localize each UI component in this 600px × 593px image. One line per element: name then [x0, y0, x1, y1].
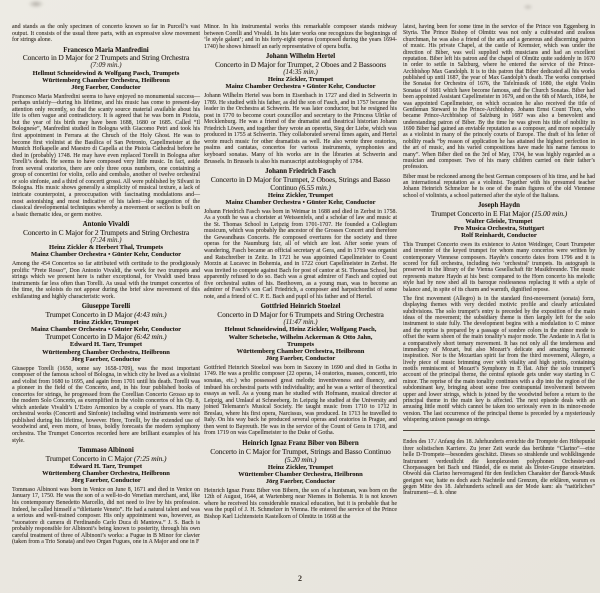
performers-block — [204, 326, 397, 362]
work-title: Concerto in D Major for Trumpet, 2 Oboes and 2 Bassoons — [214, 59, 387, 69]
bio-paragraph: Giuseppe Torelli (1650, some say 1658-1709), was the most important composer of the famous school of Bologna, in which city he lived as a violinist and violist from 1680 to 1695, and again from 1701 until his death. Torelli was a pioneer in the field of the Concerto, and, in his four published books of concertos for strings, he progressed from the Corellian Concerto Grosso up to the modern Solo Concerto, as exemplified in the violin concertos of his Op. 8, which antedate Vivaldi’s L’Estro Armonico by a couple of years. His many orchestral works (Concerti and Sinfonie) including wind instruments were not published during his lifetime, however. Here, Torelli, by the extended use of woodwind and, even more, of brass, boldly forecasts the modern symphony orchestra. The Trumpet Concertos recorded here are brilliant examples of his style. — [12, 365, 200, 444]
performer-line: Heinz Zickler, Trumpet — [267, 463, 334, 471]
performer-line: Heinz Zickler, Trumpet — [267, 76, 334, 84]
performer-line: Heinz Zickler, Trumpet — [73, 319, 139, 327]
performer-line: Walter Gleisle, Trumpet — [465, 217, 533, 225]
bio-paragraph: Heinrich Ignaz Franz Biber von Bibern, the son of a huntsman, was born on the 12th of August, 1644, at Wartenberg near Niemes in Bohemia. It is not known where he received his considerable musical education, but it is probable that he was the pupil of J. H. Schmelzer in Vienna. He entered the service of the Prince Bishop Karl Lichtenstein Kastelkorn of Olmütz in 1668 at the — [204, 487, 397, 520]
performer-line: Pro Musica Orchestra, Stuttgart — [453, 225, 545, 233]
german-notes-paragraph: Endes des 17./ Anfang des 18. Jahrhunderts erreichte die Trompete den Höhepunkt ihrer solistischen Karriere. Zu jener Zeit wurde das berühmte “Clarino”—eine helle D-Trompete—besonders geschätzt. Dieses so strahlende und wohlklingende Instrument verdeutlicht die komplexesten polyphonen Orchester-und Chorpassagen bei Bach und Händel, die es meist als Dreier-Gruppe einsetzten. Obwohl das Clarino hervorragend für den festlichen Charakter der Barock-Musik geeignet war, hatte es doch auch Nachteile und Grenzen, die erklären, warum es gegen Mitte des 18. Jahrhunderts schnell aus der Mode kam: als “natürliches” Instrument—d. h. ohne — [403, 439, 595, 497]
composer-name: Johann Wilhelm Hertel — [265, 53, 336, 61]
performers-block — [12, 341, 200, 363]
bio-paragraph: Johann Friedrich Fasch was born in Weimar in 1688 and died in Zerbst in 1758. As a youth he was a chorister at Weissenfels, and a scholar of law and music at the St. Thomas School in Leipzig from 1701-1707. He founded a Collegium musicum, which was probably the ancestor of the Grosses Concert and therefore the Gewandhaus Concerts. He composed overtures for the society and three operas for the Naumburg fair, all of which are lost. After some years of wandering, Fasch became an official secretary at Gera, and in 1719 was organist and Ratschreiber in Zeitz. In 1721 he was appointed Capellmeister to Count Morzin at Lucavec in Bohemia, and in 1722 court Capellmeister in Zerbst. He was invited to compete against Bach for post of cantor at St. Thomas School, but apparently refused to do so. Bach was a great admirer of Fasch and copied out five orchestral suites of his. Beethoven, as a young man, was to become an admirer of Fasch’s son Carl Friedrich, a composer and harpsichordist of some note, and a friend of C. P. E. Bach and pupil of his father and of Hertel. — [204, 208, 397, 300]
work-title-text: Concerto in C Major for Trumpet, Strings and Basso Continuo — [210, 446, 391, 456]
performers-block — [204, 464, 397, 486]
performer-line: Mainz Chamber Orchestra • Günter Kehr, Conductor — [225, 83, 376, 91]
work-title — [12, 333, 200, 341]
performer-line: Württember Chamber Orchestra, Heilbronn — [238, 470, 363, 478]
section-stoelzel — [204, 303, 397, 437]
work-duration: (7:24 min.) — [90, 236, 122, 244]
work-title: Concerto in D Major for 6 Trumpets and String Orchestra — [217, 310, 384, 320]
performer-line: Heinz Zickler & Herbert Thal, Trumpets — [49, 244, 163, 252]
work-duration: (6.55 min.) — [298, 182, 331, 192]
continuation-paragraph: and stands as the only specimen of concerto known so far in Purcell’s vast output. It consists of the usual three parts, with an expressive slow movement for strings alone. — [12, 24, 200, 44]
performer-line: Mainz Chamber Orchestra • Günter Kehr, Conductor — [30, 326, 182, 334]
bio-paragraph: This Trumpet Concerto owes its existence to Anton Weidinger, Court Trumpeter and inventor of the keyed trumpet for whom many concertos were written by contemporary Viennese composers. Haydn’s concerto dates from 1796 and it is scored for full orchestra, including two ‘orchestral’ trumpets. Its autograph is preserved in the library of the Vienna Gesellschaft für Musikfreunde. The music represents mature Haydn at his best: compared to the Horn concerto his melodic style had by now shed all its baroque restlessness replacing it with a style of balance and, in spite of its charm and warmth, dignified repose. — [403, 241, 595, 293]
performer-line: Mainz Chamber Orchestra • Günter Kehr, Conductor — [225, 199, 376, 207]
column-right — [403, 24, 595, 500]
work-title — [12, 311, 200, 319]
section-manfredini — [12, 47, 200, 219]
bio-paragraph: Johann Wilhelm Hertel was born in Eisenbach in 1727 and died in Schwerin in 1789. He studied with his father, as did the son of Fasch, and in 1757 became the leader in the Orchestra at Schwerin. He was later conductor, but he resigned his post in 1770 to become court councillor and secretary to the Princess Ulrike of Mecklenburg. He was a friend of the dramatist and theatrical historian Johann Friedrich Löwen, and together they wrote an operetta, Sieg der Liebe, which was produced in 1755 at Schwerin. They collaborated several times again, and Hertel wrote much music for other dramatists as well. He also wrote three oratorios, psalms and cantatas, concertos for various instruments, symphonies and keyboard sonatas. Many of his works are in the libraries at Schwerin and Brussels. In Brussels is also his manuscript autobiography of 1784. — [204, 93, 397, 165]
work-title — [204, 448, 397, 464]
biber-continuation-paragraph: latest, having been for some time in the service of the Prince von Eggenberg in Styria. The Prince Bishop of Olmütz was not only a cultivated and zealous churchman, he was also a friend of the arts and a generous and discerning patron of music. His private Chapel, at the castle of Kremsier, which was under the direction of Biber, was well supplied with musicians and had an excellent reputation. Biber left his patron and the chapel of Olmütz quite suddenly in 1670 in order to settle in Salzburg, where he entered the service of the Prince-Archbishop Max Gandolph. It is to this patron that Biber dedicated all his works published up until 1687, the year of Max Gandolph’s death. The works comprised the Sonatas for Orchestra of 1676, the Tafelmusik of 1680, the eight Violin Sonatas of 1681 which have become famous, and the Church Sonatas. Biber had been appointed Assistant Capellmeister in 1679, and on the 6th of March, 1684, he was appointed Capellmeister, on which occasion he also received the title of Gentleman Steward to the Prince-Archbishop. Johann Ernst Count Thun, who became Prince-Archbishop of Salzburg in 1687 was also a benevolent and understanding patron of Biber. By the time he was given his title of nobility in 1690 Biber had gained an enviable reputation as a composer, and more especially as a violinist in many of the princely courts of Europe. The draft of his letter of nobility reads “by reason of application he has attained the highest perfection in the art of music, and his varied compositions have made his name famous to many”. When Biber died on the 3rd of May, 1704, he was highly regarded as a musician and composer. Two of his many children carried on their father’s profession. — [403, 24, 595, 171]
work-duration: (11:47 min.) — [283, 319, 318, 327]
performer-line: Hellmut Schneidewind & Wolfgang Pasch, Trumpets — [32, 69, 180, 77]
work-title — [12, 455, 200, 463]
work-duration: (15.00 min.) — [531, 208, 568, 218]
composer-name: Johann Friedrich Fasch — [265, 168, 336, 176]
work-title-text: Trumpet Concerto in C Major — [45, 453, 133, 463]
work-duration: (6:42 min.) — [134, 332, 167, 342]
section-fasch — [204, 168, 397, 300]
performer-line: Jörg Faerber, Conductor — [71, 477, 141, 485]
bio-paragraph: Gottfried Heinrich Stoelzel was born in Saxony in 1690 and died in Gotha in 1749. He was a prolific composer (22 operas, 14 oratorios, masses, concerti, trio sonatas, etc.) who possessed great melodic inventiveness and fluency, and imbued his orchestral parts with individuality; and he was a writer of theoretical essays as well. As a young man he studied with Hofmann, musical director at Leipzig, and Umlauf at Schneeberg. In Leipzig he studied at the University and joined Telemann’s Musical Society. He taught music from 1710 to 1712 in Breslau, where his first opera, Narcissus, was produced. In 1713 he travelled to Italy. On his way back he produced several operas and oratorios in Prague, and then went to Bayreuth. He was in the service of the Count of Gera in 1718, and from 1719 on was Capellmeister to the Duke of Gotha. — [204, 364, 397, 437]
section-albinoni — [12, 447, 200, 546]
section-vivaldi — [12, 221, 200, 300]
divider-rule — [403, 430, 595, 431]
performer-line: Edward H. Tarr, Trumpet — [69, 462, 143, 470]
composer-name: Joseph Haydn — [477, 202, 521, 210]
performer-line: Jörg Faerber, Conductor — [265, 478, 336, 486]
work-title: Concerto in C Major for 2 Trumpets and String Orchestra — [22, 227, 190, 237]
performers-block — [12, 244, 200, 258]
performer-line: Jörg Faerber, Conductor — [265, 355, 336, 363]
performers-block — [12, 463, 200, 485]
work-duration: (4:43 min.) — [134, 310, 167, 320]
biber-summary-paragraph: Biber must be reckoned among the best German composers of his time, and he had an international reputation as a violinist. Together with his presumed teacher Johann Heinrich Schmelzer he is one of the main figures of the old Viennese school of violinists, a school patterned after the style of the Italians. — [403, 173, 595, 199]
work-duration: (7:25 min.) — [133, 453, 167, 463]
performer-line: Mainz Chamber Orchestra • Günter Kehr, Conductor — [30, 251, 182, 259]
composer-name: Heinrich Ignaz Franz Biber von Bibern — [242, 439, 359, 447]
performer-line: Edward H. Tarr, Trumpet — [69, 341, 143, 349]
performer-line: Jörg Faerber, Conductor — [71, 355, 141, 363]
work-title — [204, 176, 397, 192]
work-title-text: Trumpet Concerto in E Flat Major — [430, 208, 530, 218]
performers-block — [403, 218, 595, 240]
column-left — [12, 24, 200, 549]
performer-line: Württemberg Chamber Orchestra, Heilbronn — [42, 76, 170, 84]
scan-smudge-top-left — [28, 0, 44, 8]
work-duration: (7:09 min.) — [90, 62, 122, 70]
work-duration: (5.20 min.) — [284, 454, 317, 464]
section-torelli — [12, 303, 200, 444]
bio-paragraph: Among the 454 Concertos so far attributed with certitude to the prodigiously prolific “Prete Rosso”, Don Antonio Vivaldi, the work for two trumpets and strings which we present here is rather exceptional, for Vivaldi used brass instruments far less often than Torelli. As usual with the trumpet concertos of the time, the soloists do not appear during the brief slow movement of this exhilarating and highly characteristic work. — [12, 261, 200, 300]
work-title-text: Trumpet Concerto in D Major — [45, 332, 133, 342]
scan-smudge-top-right — [523, 4, 533, 10]
composer-name: Antonio Vivaldi — [82, 221, 130, 229]
performers-block — [204, 76, 397, 90]
performers-block — [12, 70, 200, 92]
work-title: Concerto in D Major for 2 Trumpets and String Orchestra — [22, 53, 190, 63]
composer-name: Giuseppe Torelli — [81, 303, 131, 311]
performer-line: Heinz Zickler, Trumpet — [267, 191, 334, 199]
performer-line: Württemberg Chamber Orchestra, Heilbronn — [42, 470, 170, 478]
continuation-paragraph: Minor. In his instrumental works this remarkable composer stands midway between Corelli and Vivaldi. In his later works one recognizes the beginnings of ‘le style galant’; and in his forty-eight operas (composed during the years 1694-1740) he shows himself an early representative of opera buffa. — [204, 24, 397, 50]
column-middle — [204, 24, 397, 523]
composer-name: Tommaso Albinoni — [78, 447, 134, 455]
composer-name: Francesco Maria Manfredini — [63, 46, 149, 54]
bio-paragraph: Tommaso Albinoni was born in Venice on June 8, 1671 and died in Venice on January 17, 1750. He was the son of a well-to-do Venetian merchant, and, like his contemporary Benedetto Marcello, did not need to live by his profession. Indeed, he called himself a “dilettante Veneto”. He had a natural talent and was a serious and well-trained composer. His only appointment was, however, as “suonatore di camera di Ferdinando Carlo Duca di Mantova.” J. S. Bach is probably responsible for Albinoni’s being known to posterity, through his own careful treatment of three of Albinoni’s works: a Fugue in B Minor for clavier (taken from a Trio Sonata) and two Organ Fugues, one in A Major and one in F — [12, 486, 200, 546]
analysis-paragraph: The first movement (Allegro) is in the standard first-movement (sonata) form, displaying themes with very decided motivic profile and clearly articulated subdivisions. The solo trumpet’s entry is preceded by the exposition of the main ideas of the movement; the subsidiary theme is then largely left for the solo instrument to state fully. The development begins with a modulation to C minor and the reprise is prepared by a passage of sombre colors in the minor mode to offset the warm sheen of the main tonality’s major mode. The Andante in A flat is a comparatively short ternary movement. It has not only all the tenderness and immediacy of Mozart, but also Mozart’s delicate and amazing harmonic inspiration. Nor is the Mozartian spirit far from the third movement, Allegro, a lively piece of music brimming over with vitality and high spirits, containing motifs reminiscent of Mozart’s Symphony in E flat. After the solo trumpet’s account of the principal theme, the central episode gets under way starting in C minor. The reprise of the main tonality continues with a dip into the region of the subdominant key, bringing about some free contrapuntal involvement between upper and lower strings, which is joined by the woodwind before a return to the principal theme in the main key is affected. The next episode deals with an amusing little motif which cannot be taken too seriously even in its minor-mode version. The last occurrence of the principal theme is preceded by a mysteriously whispering unison passage on strings. — [403, 295, 595, 424]
section-haydn — [403, 202, 595, 423]
page-number: 2 — [298, 574, 302, 583]
work-duration: (14:35 min.) — [283, 68, 318, 76]
composer-name: Gottfried Heinrich Stoelzel — [260, 303, 341, 311]
performer-line: Württemberg Chamber Orchestra, Heilbronn — [42, 348, 170, 356]
performer-line: Trumpets — [286, 340, 315, 348]
bio-paragraph: Francesco Maria Manfredini seems to have enjoyed no monumental success—perhaps unfairly—during his lifetime, and his music has come to present-day attention only recently, so that the scanty source material available about his life is often vague and contradictory. It is agreed that he was born in Pistoia, but the year of his birth may have been 1688, 1680 or 1685. Called “Il Bolognese”, Manfredini studied in Bologna with Giacomo Petri and took his first appointment in Ferrara at the Chruch of the Holy Ghost. He was to become first violinist at the Basilica of San Petronio, Capellmeister at the Munich Hofkapelle and Maestro di Capella at the Pistoia Cathedral before he died in (probably) 1748. He may have even replaced Torelli in Bologna after Torelli’s death. He seems to have composed very little music. In fact, aside from several oratorios, there are only three opus numbers, one containing a group of concertini for violin, cello and cembalo, another of twelve orchestral or solo sinfonie, and a third of concerti grossi. All were published by Silvani in Bologna. His music shows generally a simplicity of musical texture, a lack of intricate counterpoint, a preoccupation with fascinating modulations and—most astonishing and most indicative of his talent—the suggestion of the classical developmental techniques whereby a movement or section is built on a basic thematic idea, or germ motive. — [12, 93, 200, 218]
performer-line: Helmut Schneidewind, Heinz Zickler, Wolfgang Pasch, — [224, 326, 377, 334]
work-title — [403, 210, 595, 218]
section-hertel — [204, 53, 397, 165]
performer-line: Rolf Reinhardt, Conductor — [461, 232, 537, 240]
performer-line: Jörg Faerber, Conductor — [71, 84, 141, 92]
work-title-text: Concerto in D Major for Trumpet, 2 Oboes, Strings and Basso Continuo — [210, 174, 391, 192]
performer-line: Württemberg Chamber Orchestra, Heilbronn — [236, 347, 365, 355]
work-title-text: Trumpet Concerto in D Major — [45, 310, 133, 320]
performer-line: Walter Schetsche, Wilhelm Ackerman & Otto Jahn, — [228, 333, 373, 341]
performers-block — [204, 192, 397, 206]
section-biber — [204, 440, 397, 521]
